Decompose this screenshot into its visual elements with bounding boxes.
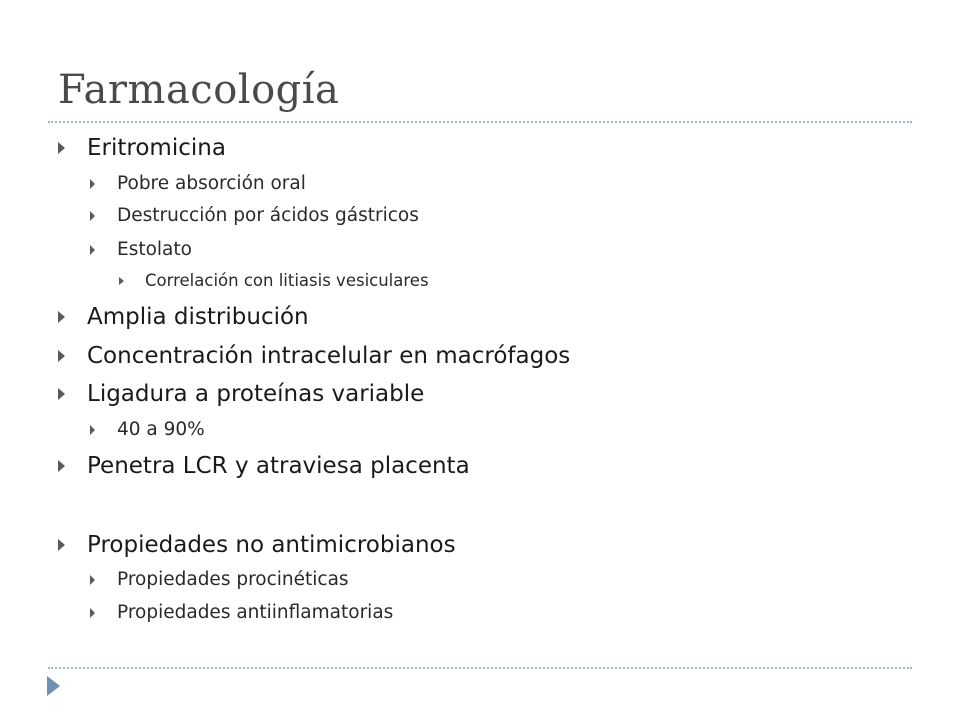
bullet-arrow-icon — [58, 350, 65, 362]
bullet-text: Correlación con litiasis vesiculares — [145, 271, 429, 290]
bullet-text: Ligadura a proteínas variable — [87, 381, 425, 407]
bullet-arrow-icon — [90, 575, 95, 585]
bullet-item — [87, 342, 570, 370]
top-divider — [48, 121, 912, 123]
bullet-text: Propiedades procinéticas — [117, 569, 349, 590]
bullet-text: Penetra LCR y atraviesa placenta — [87, 453, 470, 479]
bullet-arrow-icon — [90, 608, 95, 618]
bullet-arrow-icon — [90, 245, 95, 255]
bullet-item — [117, 172, 306, 196]
bullet-text: Propiedades no antimicrobianos — [87, 532, 456, 558]
bullet-item — [87, 452, 470, 480]
bullet-text: Concentración intracelular en macrófagos — [87, 343, 571, 369]
bullet-item — [87, 303, 309, 331]
slide-corner-arrow-icon — [47, 676, 60, 696]
slide-title: Farmacología — [58, 67, 340, 113]
bullet-item — [87, 380, 424, 408]
bullet-text: Propiedades antiinflamatorias — [117, 602, 394, 623]
bullet-item — [117, 204, 419, 228]
bottom-divider — [48, 667, 912, 669]
bullet-text: Amplia distribución — [87, 304, 309, 330]
bullet-text: Destrucción por ácidos gástricos — [117, 205, 419, 226]
bullet-arrow-icon — [58, 388, 65, 400]
bullet-arrow-icon — [90, 425, 95, 435]
bullet-text: Pobre absorción oral — [117, 173, 306, 194]
bullet-text: 40 a 90% — [117, 419, 205, 440]
bullet-arrow-icon — [90, 179, 95, 189]
bullet-item — [117, 601, 393, 625]
bullet-item — [87, 134, 226, 162]
bullet-arrow-icon — [58, 311, 65, 323]
bullet-text: Eritromicina — [87, 135, 226, 161]
bullet-arrow-icon — [58, 460, 65, 472]
bullet-arrow-icon — [58, 142, 65, 154]
bullet-item — [117, 568, 349, 592]
bullet-text: Estolato — [117, 239, 192, 260]
bullet-item — [117, 418, 205, 442]
bullet-arrow-icon — [90, 211, 95, 221]
bullet-item — [117, 238, 192, 262]
bullet-item — [87, 531, 456, 559]
bullet-arrow-icon — [58, 539, 65, 551]
bullet-item — [145, 270, 429, 292]
bullet-arrow-icon — [119, 277, 124, 285]
